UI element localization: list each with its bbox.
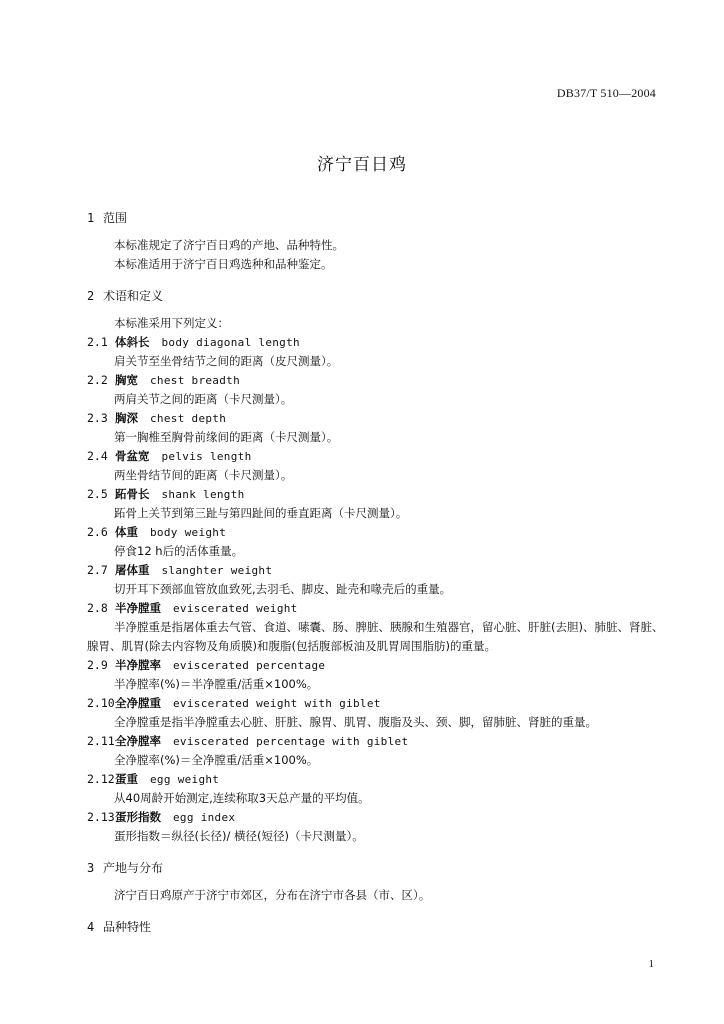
- term-number: 2.3: [87, 411, 108, 425]
- page-number: 1: [648, 958, 654, 970]
- section-heading: [87, 288, 667, 304]
- term-definition: 两坐骨结节间的距离（卡尺测量）。: [114, 468, 293, 482]
- term-number: 2.5: [87, 487, 108, 501]
- term-definition: 从40周龄开始测定,连续称取3天总产量的平均值。: [114, 791, 370, 805]
- term-name-en: body weight: [150, 526, 227, 539]
- term-name-cn: 胸宽: [115, 373, 138, 387]
- term-number: 2.2: [87, 373, 108, 387]
- term-heading: [87, 409, 667, 428]
- term-number: 2.6: [87, 525, 108, 539]
- term-name-en: egg weight: [150, 773, 220, 786]
- term-number: 2.12: [87, 772, 115, 786]
- section-heading: [87, 210, 667, 226]
- term-definition: 停食12 h后的活体重量。: [114, 544, 244, 558]
- term-definition: 蛋形指数＝纵径(长径)/ 横径(短径)（卡尺测量）。: [114, 829, 364, 843]
- term-name-en: chest breadth: [150, 374, 240, 387]
- term-number: 2.10: [87, 696, 115, 710]
- section-title: 术语和定义: [103, 289, 164, 303]
- term-name-en: eviscerated percentage with giblet: [173, 735, 409, 748]
- term-number: 2.13: [87, 810, 115, 824]
- term-definition: 第一胸椎至胸骨前缘间的距离（卡尺测量）。: [114, 430, 339, 444]
- paragraph: 本标准规定了济宁百日鸡的产地、品种特性。: [114, 238, 344, 252]
- term-name-cn: 蛋形指数: [115, 810, 161, 824]
- paragraph: 济宁百日鸡原产于济宁市郊区，分布在济宁市各县（市、区）。: [114, 888, 431, 902]
- term-definition: 全净膛率(%)＝全净膛重/活重×100%。: [114, 753, 319, 767]
- paragraph: 本标准采用下列定义：: [114, 316, 229, 330]
- term-name-cn: 体重: [115, 525, 138, 539]
- section-title: 产地与分布: [103, 861, 164, 875]
- term-name-cn: 半净膛重: [115, 601, 161, 615]
- term-heading: [87, 770, 667, 789]
- term-definition: 两肩关节之间的距离（卡尺测量）。: [114, 392, 293, 406]
- term-heading: [87, 371, 667, 390]
- term-name-cn: 全净膛重: [115, 696, 161, 710]
- term-name-cn: 跖骨长: [115, 487, 150, 501]
- term-heading: [87, 485, 667, 504]
- section-number: 3: [87, 861, 95, 875]
- section-heading: [87, 860, 667, 876]
- section-title: 品种特性: [103, 920, 152, 934]
- term-definition: 半净膛率(%)＝半净膛重/活重×100%。: [114, 677, 319, 691]
- term-name-cn: 胸深: [115, 411, 138, 425]
- term-heading: [87, 732, 667, 751]
- standard-code: DB37/T 510—2004: [556, 86, 656, 100]
- term-name-cn: 体斜长: [115, 335, 150, 349]
- term-heading: [87, 561, 667, 580]
- section-number: 1: [87, 211, 95, 225]
- term-name-en: eviscerated weight with giblet: [173, 697, 381, 710]
- term-definition: 跖骨上关节到第三趾与第四趾间的垂直距离（卡尺测量）。: [114, 506, 408, 520]
- term-definition: 半净膛重是指屠体重去气管、食道、嗉囊、肠、脾脏、胰腺和生殖器官，留心脏、肝脏(去胆)、肺脏、肾脏、腺胃、肌胃(除去内容物及角质膜)和腹脂(包括腹部板油及肌胃周围脂肪)的重量。: [87, 620, 664, 653]
- terms-list: [87, 333, 667, 846]
- document-title: 济宁百日鸡: [317, 155, 407, 175]
- document-body: [87, 210, 667, 935]
- term-heading: [87, 808, 667, 827]
- term-name-en: body diagonal length: [161, 336, 300, 349]
- section-number: 4: [87, 920, 95, 934]
- term-number: 2.8: [87, 601, 108, 615]
- term-heading: [87, 447, 667, 466]
- term-definition: 切开耳下颈部血管放血致死,去羽毛、脚皮、趾壳和喙壳后的重量。: [114, 582, 452, 596]
- term-number: 2.4: [87, 449, 108, 463]
- term-name-cn: 骨盆宽: [115, 449, 150, 463]
- term-number: 2.11: [87, 734, 115, 748]
- section-title: 范围: [103, 211, 128, 225]
- section-heading: [87, 919, 667, 935]
- term-name-en: eviscerated percentage: [173, 659, 326, 672]
- term-name-cn: 屠体重: [115, 563, 150, 577]
- term-heading: [87, 523, 667, 542]
- term-heading: [87, 656, 667, 675]
- term-heading: [87, 694, 667, 713]
- term-number: 2.9: [87, 658, 108, 672]
- term-heading: [87, 333, 667, 352]
- term-number: 2.1: [87, 335, 108, 349]
- term-name-cn: 半净膛率: [115, 658, 161, 672]
- section-number: 2: [87, 289, 95, 303]
- term-name-cn: 全净膛率: [115, 734, 161, 748]
- term-name-cn: 蛋重: [115, 772, 138, 786]
- term-name-en: shank length: [161, 488, 245, 501]
- paragraph: 本标准适用于济宁百日鸡选种和品种鉴定。: [114, 257, 333, 271]
- term-name-en: egg index: [173, 811, 236, 824]
- term-name-en: slanghter weight: [161, 564, 273, 577]
- term-heading: [87, 599, 667, 618]
- term-definition: 全净膛重是指半净膛重去心脏、肝脏、腺胃、肌胃、腹脂及头、颈、脚，留肺脏、肾脏的重量。: [114, 715, 597, 729]
- term-number: 2.7: [87, 563, 108, 577]
- term-name-en: pelvis length: [161, 450, 252, 463]
- term-definition: 肩关节至坐骨结节之间的距离（皮尺测量）。: [114, 354, 339, 368]
- term-name-en: chest depth: [150, 412, 227, 425]
- term-name-en: eviscerated weight: [173, 602, 298, 615]
